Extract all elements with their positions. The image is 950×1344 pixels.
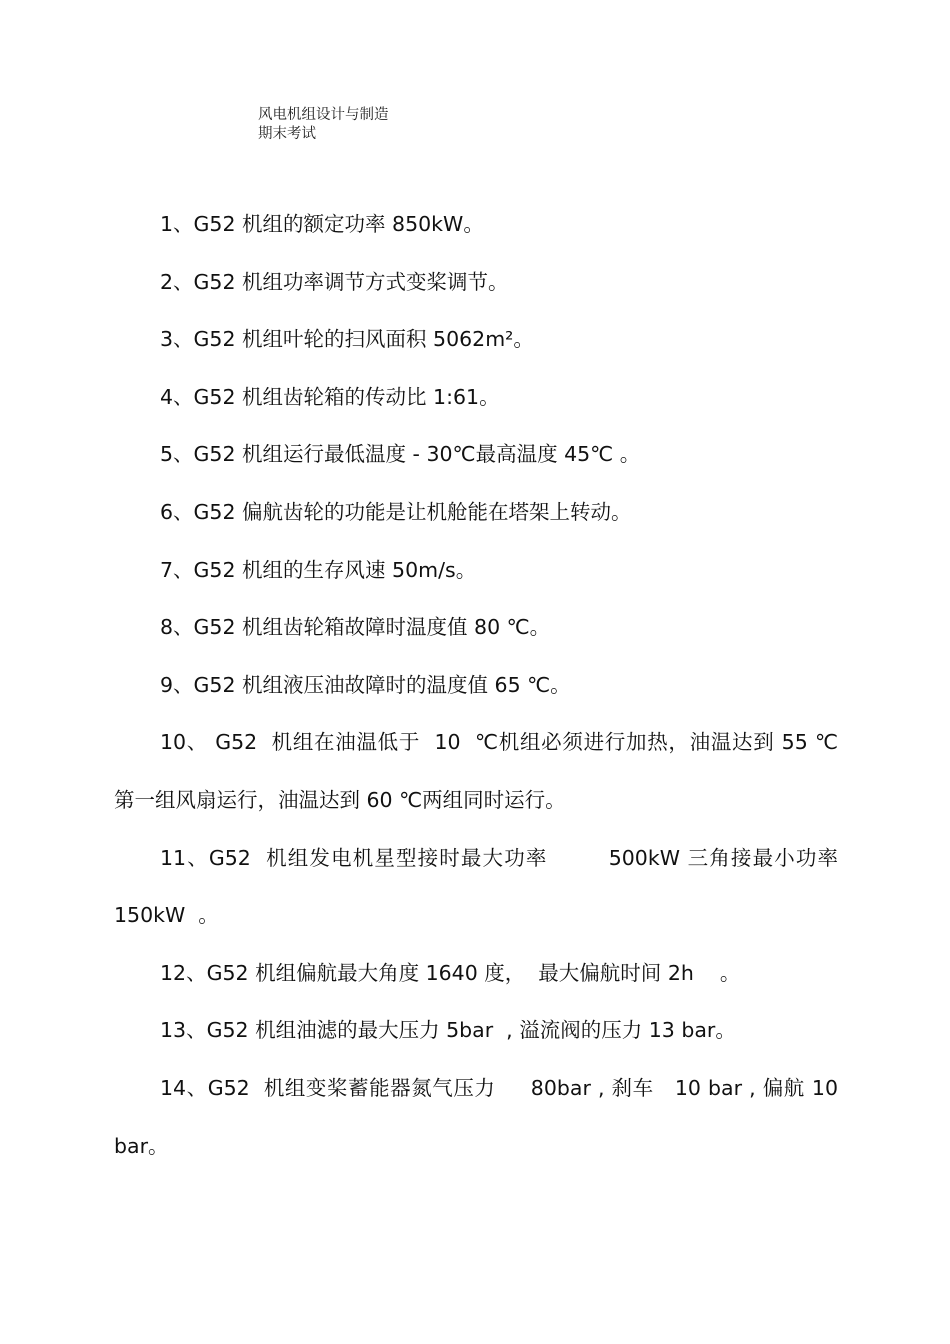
- question-5: 5、G52 机组运行最低温度 - 30℃最高温度 45℃ 。: [160, 442, 641, 467]
- question-6: 6、G52 偏航齿轮的功能是让机舱能在塔架上转动。: [160, 499, 632, 524]
- question-3: 3、G52 机组叶轮的扫风面积 5062m²。: [160, 327, 534, 352]
- question-12: 12、G52 机组偏航最大角度 1640 度， 最大偏航时间 2h 。: [160, 960, 741, 985]
- document-header: [258, 106, 389, 144]
- question-2: 2、G52 机组功率调节方式变桨调节。: [160, 269, 509, 294]
- question-8: 8、G52 机组齿轮箱故障时温度值 80 ℃。: [160, 615, 551, 640]
- question-4: 4、G52 机组齿轮箱的传动比 1:61。: [160, 384, 500, 409]
- question-13: 13、G52 机组油滤的最大压力 5bar , 溢流阀的压力 13 bar。: [160, 1018, 736, 1043]
- question-1: 1、G52 机组的额定功率 850kW。: [160, 212, 484, 236]
- course-title: 风电机组设计与制造: [258, 107, 389, 123]
- question-14: 14、G52 机组变桨蓄能器氮气压力 80bar , 刹车 10 bar , 偏航 10 bar。: [114, 1075, 845, 1158]
- question-10: 10、 G52 机组在油温低于 10 ℃机组必须进行加热，油温达到 55 ℃ 第一组风扇运行，油温达到 60 ℃两组同时运行。: [114, 730, 852, 812]
- question-9: 9、G52 机组液压油故障时的温度值 65 ℃。: [160, 672, 571, 697]
- question-7: 7、G52 机组的生存风速 50m/s。: [160, 557, 477, 582]
- exam-title: 期末考试: [258, 126, 316, 142]
- exam-content: [114, 196, 852, 1175]
- question-11: 11、G52 机组发电机星型接时最大功率 500kW 三角接最小功率 150kW 。: [114, 845, 852, 928]
